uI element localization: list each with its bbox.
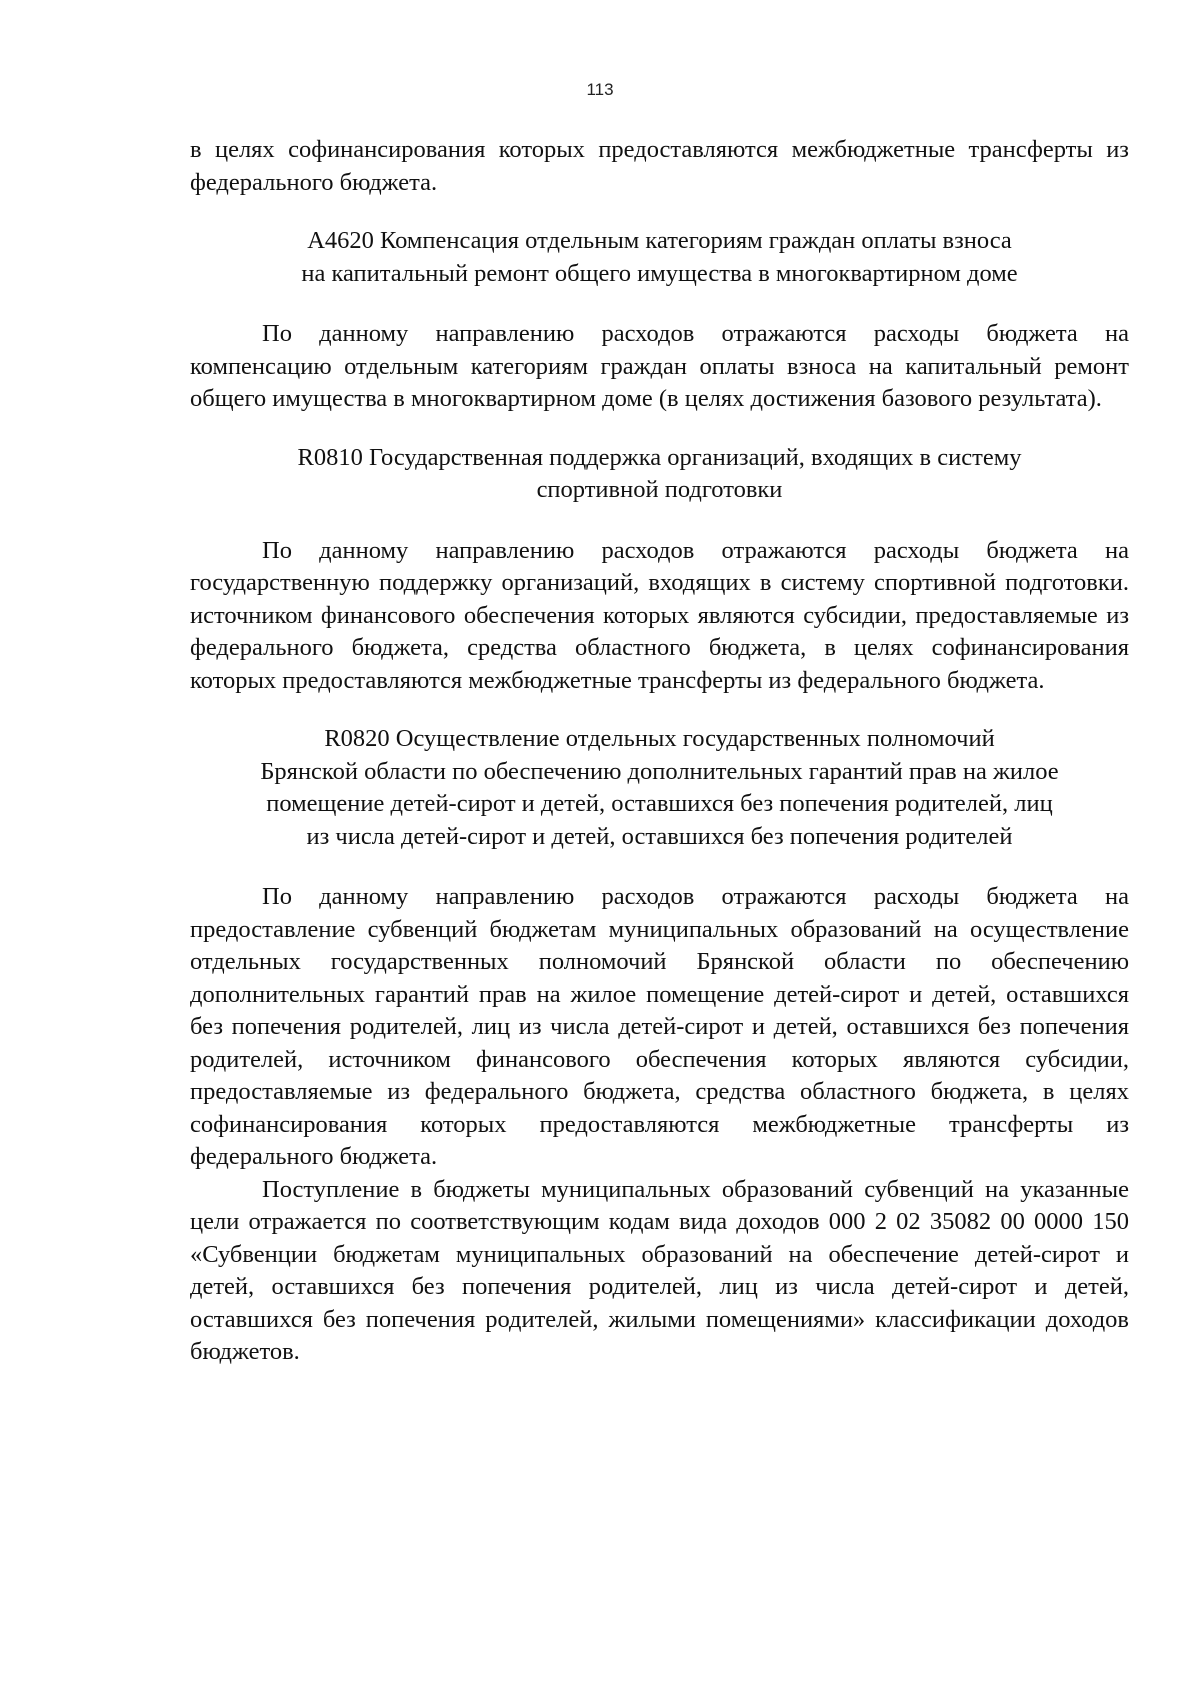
- heading-line: на капитальный ремонт общего имущества в многоквартирном доме: [301, 259, 1018, 287]
- heading-line: из числа детей-сирот и детей, оставшихся без попечения родителей: [306, 822, 1013, 850]
- section-r0810: [190, 442, 1129, 698]
- heading-line: А4620 Компенсация отдельным категориям граждан оплаты взноса: [307, 227, 1012, 254]
- paragraph: По данному направлению расходов отражаются расходы бюджета на компенсацию отдельным категориям граждан оплаты взноса на капитальный ремонт общего имущества в многоквартирном доме (в целях достижения базового результата).: [190, 320, 1129, 412]
- section-r0820: [190, 723, 1129, 1369]
- section-heading-r0820: [190, 723, 1129, 853]
- paragraph: По данному направлению расходов отражаются расходы бюджета на государственную поддержку организаций, входящих в систему спортивной подготовки. источником финансового обеспечения которых являются субсидии, предоставляемые из федерального бюджета, средства областного бюджета, в целях софинансирования которых предоставляются межбюджетные трансферты из федерального бюджета.: [190, 536, 1129, 694]
- page-number: 113: [586, 80, 614, 99]
- section-heading-a4620: [190, 225, 1129, 290]
- intro-paragraph: в целях софинансирования которых предоставляются межбюджетные трансферты из федерального бюджета.: [190, 136, 1129, 196]
- section-heading-r0810: [190, 442, 1129, 507]
- section-a4620: [190, 225, 1129, 416]
- heading-line: помещение детей-сирот и детей, оставшихся без попечения родителей, лиц: [266, 790, 1053, 817]
- paragraph: Поступление в бюджеты муниципальных образований субвенций на указанные цели отражается по соответствующим кодам вида доходов 000 2 02 35082 00 0000 150 «Субвенции бюджетам муниципальных образований на обеспечение детей-сирот и детей, оставшихся без попечения родителей, лиц из числа детей-сирот и детей, оставшихся без попечения родителей, жилыми помещениями» классификации доходов бюджетов.: [190, 1175, 1129, 1365]
- heading-line: Брянской области по обеспечению дополнительных гарантий прав на жилое: [260, 757, 1059, 785]
- heading-line: R0810 Государственная поддержка организаций, входящих в систему: [297, 443, 1022, 471]
- heading-line: R0820 Осуществление отдельных государственных полномочий: [324, 725, 995, 752]
- document-body: [190, 134, 1129, 1369]
- heading-line: спортивной подготовки: [536, 476, 783, 503]
- paragraph: По данному направлению расходов отражаются расходы бюджета на предоставление субвенций бюджетам муниципальных образований на осуществление отдельных государственных полномочий Брянской области по обеспечению дополнительных гарантий прав на жилое помещение детей-сирот и детей, оставшихся без попечения родителей, лиц из числа детей-сирот и детей, оставшихся без попечения родителей, источником финансового обеспечения которых являются субсидии, предоставляемые из федерального бюджета, средства областного бюджета, в целях софинансирования которых предоставляются межбюджетные трансферты из федерального бюджета.: [190, 883, 1129, 1170]
